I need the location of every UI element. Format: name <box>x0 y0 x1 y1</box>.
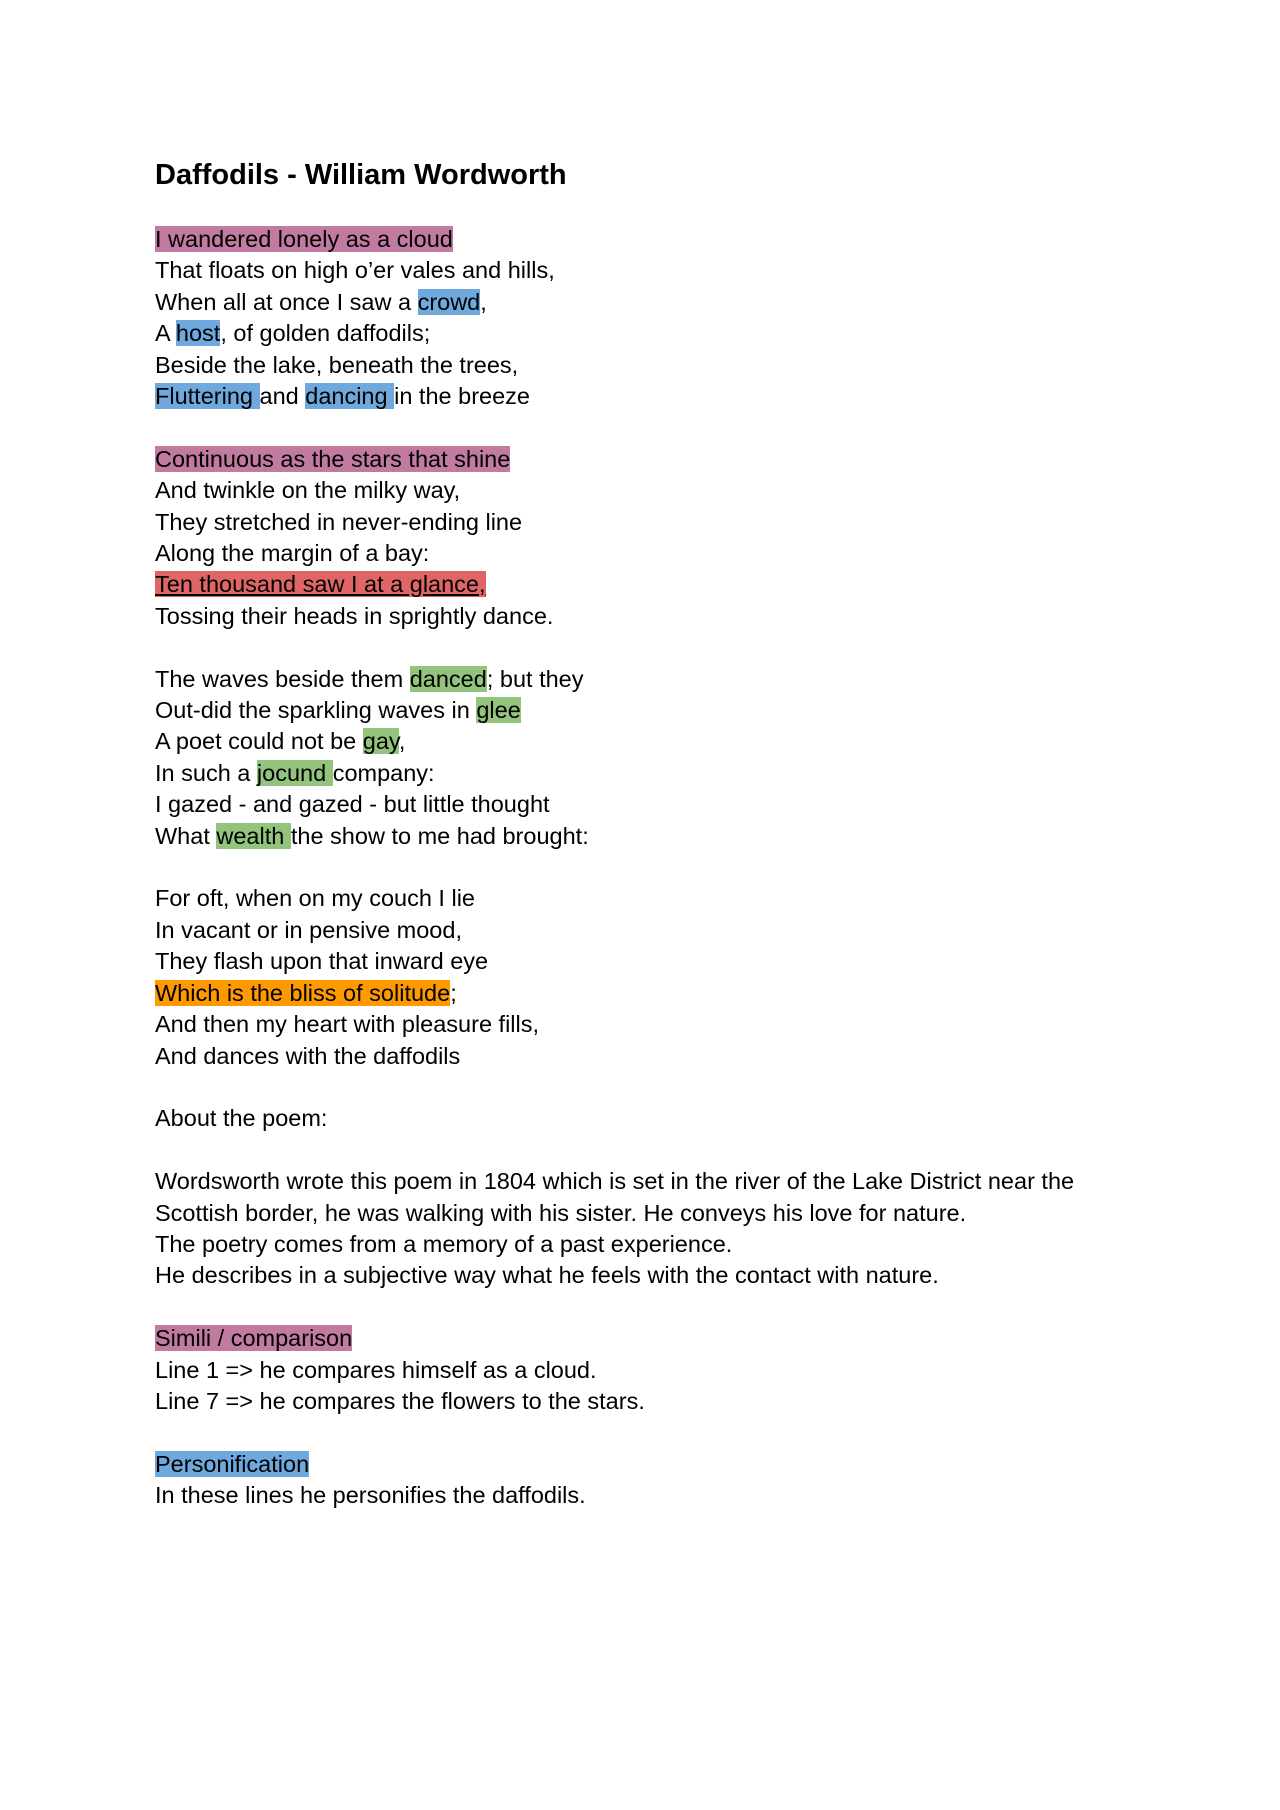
poem-line <box>155 726 1155 757</box>
spacer <box>155 1417 1155 1448</box>
personification-highlight: dancing <box>305 383 395 410</box>
text-span: In such a <box>155 759 257 786</box>
spacer <box>155 1292 1155 1323</box>
poem-line: And then my heart with pleasure fills, <box>155 1011 540 1038</box>
poem-line: And twinkle on the milky way, <box>155 477 461 504</box>
text-span: The waves beside them <box>155 665 410 692</box>
personification-highlight: host <box>175 320 221 347</box>
stanza-1 <box>155 224 1155 412</box>
about-paragraph-line: He describes in a subjective way what he feels with the contact with nature. <box>155 1262 939 1289</box>
joy-highlight: jocund <box>256 759 333 786</box>
spacer <box>155 632 1155 663</box>
text-span: A <box>155 320 176 347</box>
poem-line: In vacant or in pensive mood, <box>155 916 462 943</box>
poem-line: I gazed - and gazed - but little thought <box>155 791 550 818</box>
text-span: What <box>155 822 217 849</box>
about-section <box>155 1103 1155 1291</box>
stanza-3 <box>155 664 1155 852</box>
solitude-highlight: Which is the bliss of solitude <box>155 979 451 1006</box>
about-paragraph-line: The poetry comes from a memory of a past experience. <box>155 1230 733 1257</box>
poem-line <box>155 695 1155 726</box>
about-paragraph-line: Wordsworth wrote this poem in 1804 which is set in the river of the Lake District near the <box>155 1168 1075 1195</box>
simile-section <box>155 1323 1155 1417</box>
personification-section <box>155 1449 1155 1512</box>
poem-line <box>155 444 1155 475</box>
poem-line: They flash upon that inward eye <box>155 948 489 975</box>
poem-line: Along the margin of a bay: <box>155 540 430 567</box>
spacer <box>155 852 1155 883</box>
poem-line <box>155 978 1155 1009</box>
poem-line: Tossing their heads in sprightly dance. <box>155 602 554 629</box>
simile-heading: Simili / comparison <box>155 1325 353 1352</box>
personification-heading-line <box>155 1449 1155 1480</box>
personification-heading: Personification <box>155 1450 310 1477</box>
poem-line: And dances with the daffodils <box>155 1042 461 1069</box>
poem-line <box>155 381 1155 412</box>
spacer <box>155 412 1155 443</box>
poem-line <box>155 821 1155 852</box>
simile-note: Line 7 => he compares the flowers to the stars. <box>155 1387 645 1414</box>
text-span: company: <box>332 759 435 786</box>
poem-line: Beside the lake, beneath the trees, <box>155 351 519 378</box>
text-span: and <box>259 383 306 410</box>
joy-highlight: wealth <box>216 822 291 849</box>
personification-highlight: crowd <box>417 288 481 315</box>
document-page <box>155 150 1155 1512</box>
stanza-2 <box>155 444 1155 632</box>
personification-highlight: Fluttering <box>155 383 260 410</box>
poem-line <box>155 224 1155 255</box>
document-title: Daffodils - William Wordworth <box>155 159 567 191</box>
text-span: A poet could not be <box>155 728 363 755</box>
joy-highlight: danced <box>409 665 487 692</box>
text-span: When all at once I saw a <box>155 288 418 315</box>
poem-line <box>155 569 1155 600</box>
spacer <box>155 1135 1155 1166</box>
text-span: the show to me had brought: <box>290 822 589 849</box>
simile-highlight: Continuous as the stars that shine <box>155 445 511 472</box>
text-span: , of golden daffodils; <box>220 320 431 347</box>
poem-line <box>155 287 1155 318</box>
joy-highlight: glee <box>476 697 521 724</box>
poem-line <box>155 664 1155 695</box>
simile-highlight: I wandered lonely as a cloud <box>155 226 453 252</box>
simile-heading-line <box>155 1323 1155 1354</box>
poem-line <box>155 318 1155 349</box>
about-paragraph-line: Scottish border, he was walking with his sister. He conveys his love for nature. <box>155 1199 967 1226</box>
about-heading: About the poem: <box>155 1105 328 1132</box>
joy-highlight: gay <box>362 728 399 755</box>
text-span: , <box>398 728 406 755</box>
poem-line: That floats on high o’er vales and hills, <box>155 257 555 284</box>
text-span: , <box>480 288 487 315</box>
spacer <box>155 1072 1155 1103</box>
stanza-4 <box>155 883 1155 1071</box>
poem-line <box>155 758 1155 789</box>
text-span: ; but they <box>486 665 584 692</box>
text-span: in the breeze <box>394 383 530 410</box>
text-span: Out-did the sparkling waves in <box>155 697 477 724</box>
simile-note: Line 1 => he compares himself as a cloud. <box>155 1356 597 1383</box>
text-span: ; <box>450 979 457 1006</box>
hyperbole-highlight: Ten thousand saw I at a glance, <box>155 571 486 598</box>
poem-line: They stretched in never-ending line <box>155 508 523 535</box>
poem-line: For oft, when on my couch I lie <box>155 885 476 912</box>
personification-note: In these lines he personifies the daffodils. <box>155 1482 586 1509</box>
